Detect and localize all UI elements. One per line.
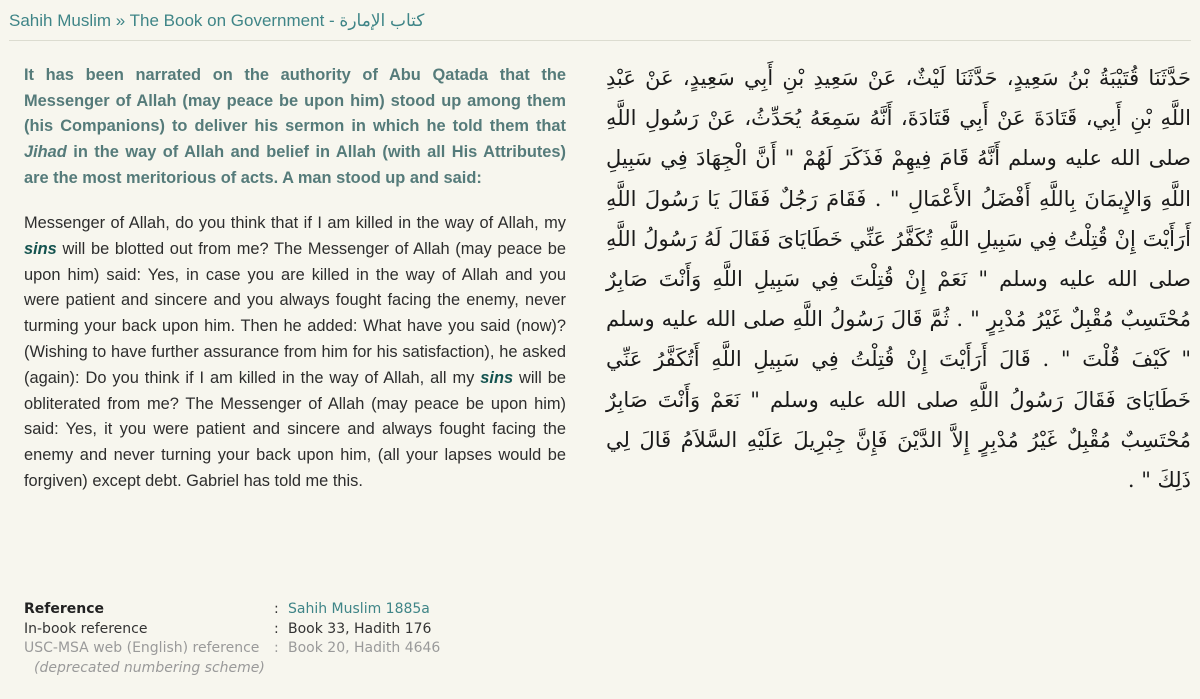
hadith-text-part: will be blotted out from me? The Messenger of Allah (may peace be upon him) said: Yes, in case you are killed in the way of Allah and you were patient and sincere and you always fought facing the enemy, never turming your back upon him. Then he added: What have you said (now)? (Wishing to have further assurance from him for his satisfaction), he asked (again): Do you think if I am killed in the way of Allah, all my [24,239,566,387]
sins-term: sins [24,239,57,258]
reference-sep: : [274,601,279,617]
deprecated-note: (deprecated numbering scheme) [34,659,265,676]
in-book-reference-row [24,620,584,640]
breadcrumb [9,8,1191,41]
in-book-reference-sep: : [274,620,279,637]
english-narrator [24,63,566,192]
in-book-reference-label: In-book reference [24,620,148,637]
breadcrumb-separator: » [111,11,130,30]
usc-msa-reference-value: Book 20, Hadith 4646 [288,640,441,657]
narrator-text-end: in the way of Allah and belief in Allah (with all His Attributes) are the most meritorious of acts. A man stood up and said: [24,143,566,187]
usc-msa-reference-label: USC-MSA web (English) reference [24,640,260,657]
breadcrumb-book-arabic[interactable]: كتاب الإمارة [339,11,425,30]
breadcrumb-collection-link[interactable]: Sahih Muslim [9,11,112,30]
reference-block [24,600,584,678]
english-hadith-text [24,211,566,495]
narrator-jihad-term: Jihad [24,143,67,162]
reference-row [24,600,584,620]
hadith-text-part: Messenger of Allah, do you think that if I am killed in the way of Allah, my [24,214,566,232]
sins-term: sins [480,368,514,387]
narrator-text: It has been narrated on the authority of Abu Qatada that the Messenger of Allah (may peace be upon him) stood up among them (his Companions) to deliver his sermon in which he told them that [24,66,566,136]
in-book-reference-value: Book 33, Hadith 176 [288,620,432,637]
hadith-text-part: will be obliterated from me? The Messenger of Allah (may peace be upon him) said: Yes, it you were patient and sincere and always fought facing the enemy and never turning your back upon him, (all your lapses would be forgiven) except debt. Gabriel has told me this. [24,368,566,490]
reference-label: Reference [24,601,105,617]
usc-msa-reference-row [24,639,584,659]
usc-msa-reference-sep: : [274,640,279,657]
arabic-hadith-text: حَدَّثَنَا قُتَيْبَةُ بْنُ سَعِيدٍ، حَدَّثَنَا لَيْثٌ، عَنْ سَعِيدِ بْنِ أَبِي سَعِيدٍ، عَنْ عَبْدِ اللَّهِ بْنِ أَبِي، قَتَادَةَ عَنْ أَبِي قَتَادَةَ، أَنَّهُ سَمِعَهُ يُحَدِّثُ، عَنْ رَسُولِ اللَّهِ صلى الله عليه وسلم أَنَّهُ قَامَ فِيهِمْ فَذَكَرَ لَهُمْ " أَنَّ الْجِهَادَ فِي سَبِيلِ اللَّهِ وَالإِيمَانَ بِاللَّهِ أَفْضَلُ الأَعْمَالِ " . فَقَامَ رَجُلٌ فَقَالَ يَا رَسُولَ اللَّهِ أَرَأَيْتَ إِنْ قُتِلْتُ فِي سَبِيلِ اللَّهِ تُكَفَّرُ عَنِّي خَطَايَاىَ فَقَالَ لَهُ رَسُولُ اللَّهِ صلى الله عليه وسلم " نَعَمْ إِنْ قُتِلْتَ فِي سَبِيلِ اللَّهِ وَأَنْتَ صَابِرٌ مُحْتَسِبٌ مُقْبِلٌ غَيْرُ مُدْبِرٍ " . ثُمَّ قَالَ رَسُولُ اللَّهِ صلى الله عليه وسلم " كَيْفَ قُلْتَ " . قَالَ أَرَأَيْتَ إِنْ قُتِلْتُ فِي سَبِيلِ اللَّهِ أَتُكَفَّرُ عَنِّي خَطَايَاىَ فَقَالَ رَسُولُ اللَّهِ صلى الله عليه وسلم " نَعَمْ وَأَنْتَ صَابِرٌ مُحْتَسِبٌ مُقْبِلٌ غَيْرُ مُدْبِرٍ إِلاَّ الدَّيْنَ فَإِنَّ جِبْرِيلَ عَلَيْهِ السَّلاَمُ قَالَ لِي ذَلِكَ " . [606,66,1191,493]
breadcrumb-book-link[interactable]: The Book on Government - [129,11,340,30]
reference-link[interactable]: Sahih Muslim 1885a [288,601,430,617]
